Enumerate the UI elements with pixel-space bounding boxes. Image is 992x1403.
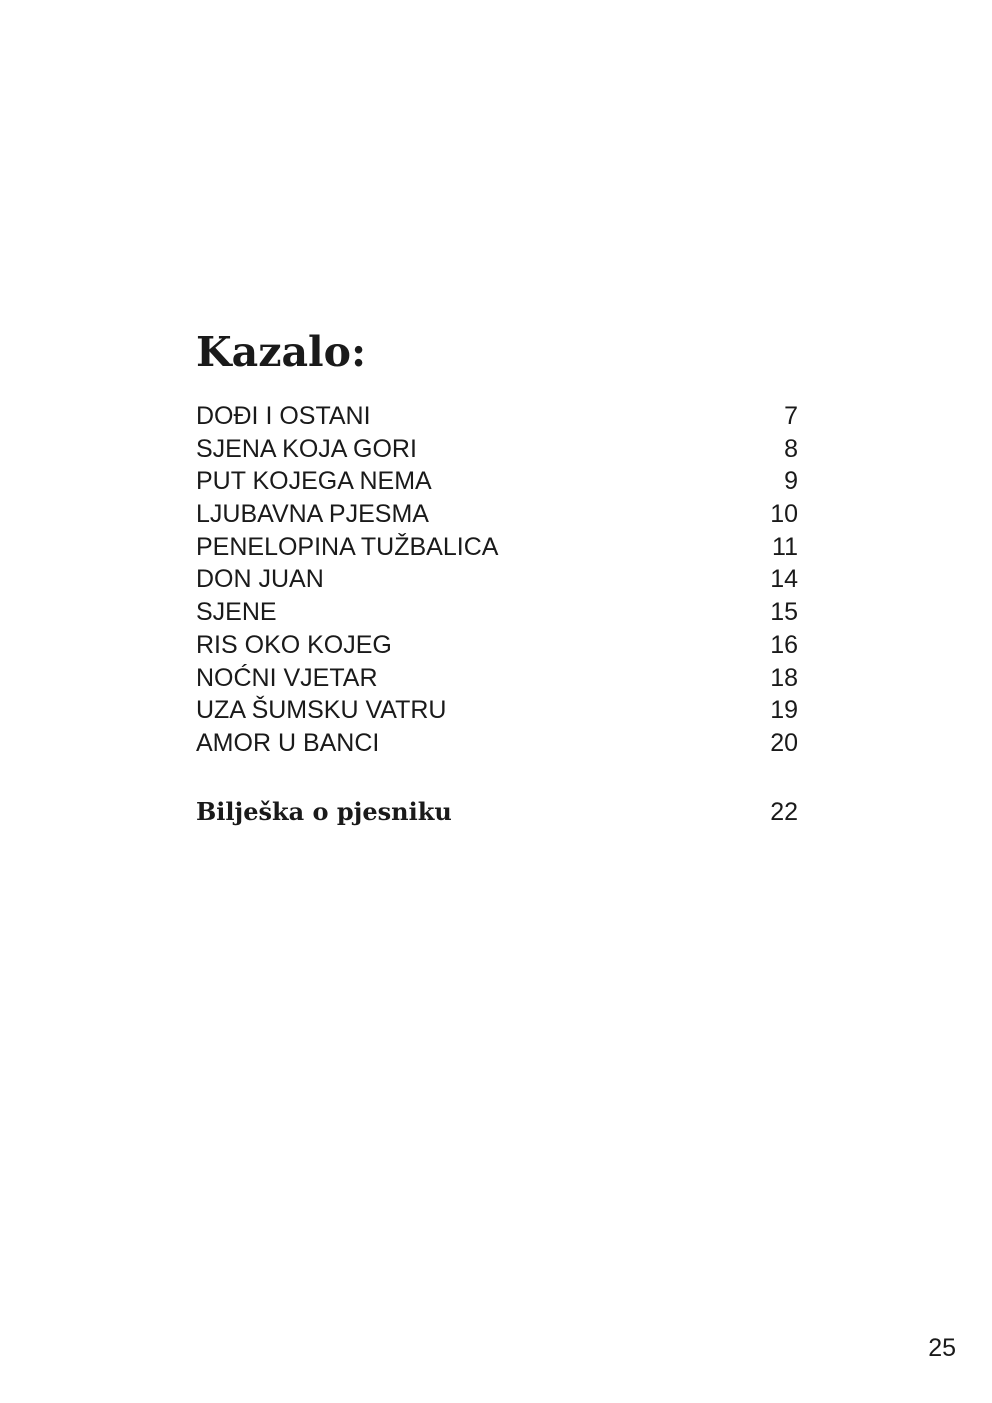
toc-entry-page: 16 [770,630,798,659]
toc-entry-title: PENELOPINA TUŽBALICA [196,532,499,561]
toc-entry-title: DON JUAN [196,565,324,594]
toc-note-title: Bilješka o pjesniku [196,797,452,826]
toc-entry [196,563,798,596]
toc-note-entry [196,794,798,830]
page-number: 25 [928,1334,956,1362]
toc-entry-page: 19 [770,696,798,725]
toc-entry-page: 11 [772,532,798,561]
toc-entry [196,531,798,564]
toc-entry-page: 20 [770,728,798,757]
toc-entry [196,400,798,433]
toc-entry [196,694,798,727]
toc-entry-page: 10 [770,500,798,529]
toc-entry-page: 14 [770,565,798,594]
toc-entry [196,465,798,498]
toc-entry [196,629,798,662]
toc-entry-title: SJENE [196,598,277,627]
toc-entry-page: 7 [784,402,798,430]
toc-entry-title: PUT KOJEGA NEMA [196,467,432,496]
toc-entry-title: NOĆNI VJETAR [196,663,378,692]
toc-note-page: 22 [770,798,798,826]
toc-entry-page: 9 [784,467,798,496]
toc-entry-title: SJENA KOJA GORI [196,434,417,463]
page-title: Kazalo: [196,328,367,376]
toc-entry-page: 15 [770,598,798,627]
toc-entry-title: RIS OKO KOJEG [196,630,392,659]
toc-entry-page: 18 [770,663,798,692]
toc-entry-title: LJUBAVNA PJESMA [196,500,429,529]
toc-entry-page: 8 [784,434,798,463]
toc-entry [196,662,798,695]
table-of-contents [196,400,798,760]
toc-entry [196,433,798,466]
toc-entry [196,596,798,629]
toc-entry-title: UZA ŠUMSKU VATRU [196,696,447,725]
toc-entry [196,498,798,531]
toc-entry [196,727,798,760]
toc-entry-title: AMOR U BANCI [196,728,380,757]
toc-entry-title: DOĐI I OSTANI [196,402,371,430]
